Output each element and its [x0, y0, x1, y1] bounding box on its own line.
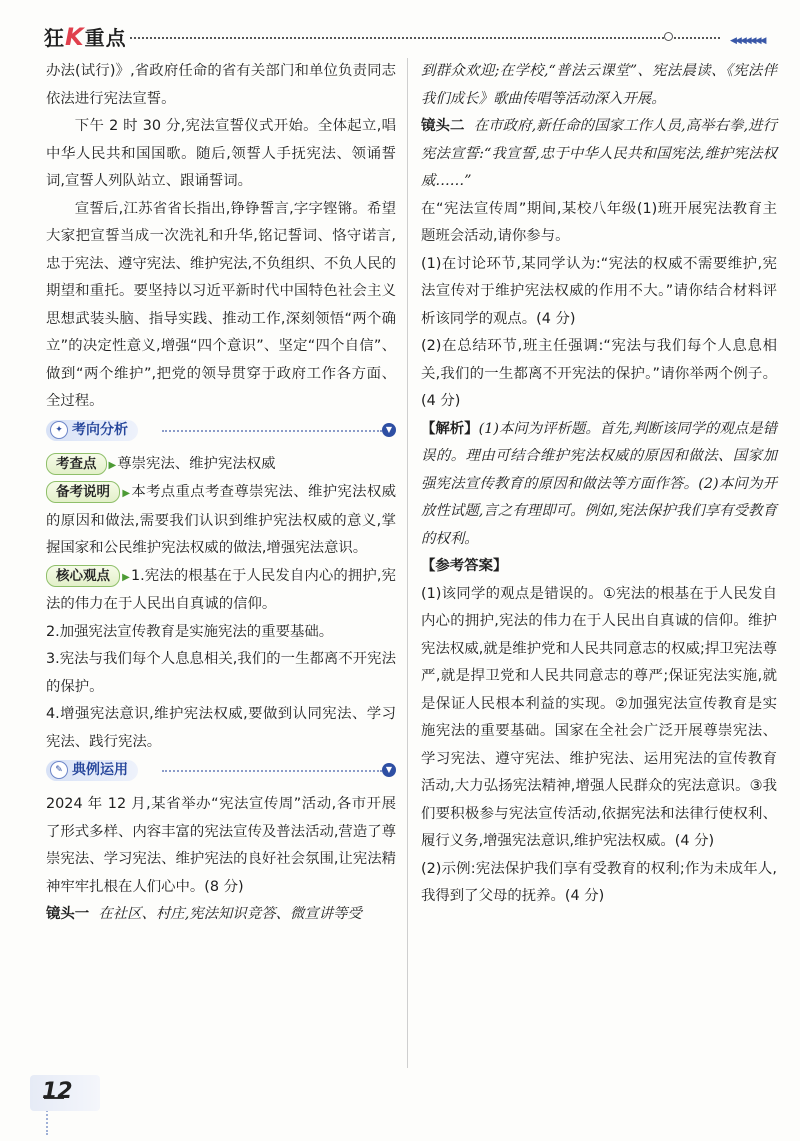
page-number-badge: [30, 1075, 100, 1111]
header-circle-icon: [664, 32, 673, 41]
core-view-3: 3.宪法与我们每个人息息相关,我们的一生都离不开宪法的保护。: [46, 651, 396, 695]
reference-answer-label: 【参考答案】: [421, 558, 508, 574]
section-title-analysis: 考向分析: [72, 421, 128, 438]
logo-k: K: [65, 23, 85, 51]
right-column: [421, 58, 777, 911]
scene-two-text: 在市政府,新任命的国家工作人员,高举右拳,进行宪法宣誓:“我宣誓,忠于中华人民共和国宪法,维护宪法权威……”: [421, 118, 777, 189]
left-paragraph-3: 宣誓后,江苏省省长指出,铮铮誓言,字字铿锵。希望大家把宣誓当成一次洗礼和升华,铭记誓词、恪守诺言,忠于宪法、遵守宪法、维护宪法,不负组织、不负人民的期望和重托。要坚持以习近平新时代中国特色社会主义思想武装头脑、指导实践、推动工作,深刻领悟“两个确立”的决定性意义,增强“四个意识”、坚定“四个自信”、做到“两个维护”,把党的领导贯穿于政府工作各方面、全过程。: [46, 200, 396, 409]
section-dotted-line: [162, 430, 382, 432]
section-header-analysis: [46, 418, 396, 444]
header-arrows-icon: ◀◀◀◀◀◀◀: [730, 36, 765, 46]
analysis-text: (1)本问为评析题。首先,判断该同学的观点是错误的。理由可结合维护宪法权威的原因和做法、国家加强宪法宣传教育的原因和做法等方面作答。(2)本问为开放性试题,言之有理即可。例如,宪法保护我们享有受教育的权利。: [421, 420, 777, 547]
scene-one-label: 镜头一: [46, 906, 90, 922]
answer-2: (2)示例:宪法保护我们享有受教育的权利;作为未成年人,我得到了父母的抚养。(4 分): [421, 860, 777, 904]
triangle-icon: ▶: [122, 571, 130, 583]
section-header-example: [46, 758, 396, 784]
core-view-2: 2.加强宪法宣传教育是实施宪法的重要基础。: [46, 623, 334, 640]
chevron-down-icon: ▼: [382, 423, 396, 437]
prep-note-text: 本考点重点考查尊崇宪法、维护宪法权威的原因和做法,需要我们认识到维护宪法权威的意义,掌握国家和公民维护宪法权威的做法,增强宪法意识。: [46, 484, 396, 556]
scene-one-continued: 到群众欢迎;在学校,“普法云课堂”、宪法晨读、《宪法伴我们成长》歌曲传唱等活动深入开展。: [421, 63, 777, 107]
exam-point: [46, 451, 396, 480]
scene-two: [421, 113, 777, 196]
logo-prefix: 狂: [44, 26, 65, 50]
triangle-icon: ▶: [122, 488, 131, 499]
brand-logo: [44, 22, 127, 51]
logo-suffix: 重点: [84, 26, 127, 50]
question-intro: 在“宪法宣传周”期间,某校八年级(1)班开展宪法教育主题班会活动,请你参与。: [421, 200, 777, 244]
left-column: [46, 58, 396, 929]
core-view-1: 1.宪法的根基在于人民发自内心的拥护,宪法的伟力在于人民出自真诚的信仰。: [46, 567, 396, 612]
section-title-example: 典例运用: [72, 762, 128, 778]
tag-exam-point: 考查点: [46, 453, 107, 475]
header-dotted-rule: [130, 37, 720, 39]
analysis-label: 【解析】: [421, 420, 479, 437]
core-view-4: 4.增强宪法意识,维护宪法权威,要做到认同宪法、学习宪法、践行宪法。: [46, 706, 396, 750]
left-paragraph-2: 下午 2 时 30 分,宪法宣誓仪式开始。全体起立,唱中华人民共和国国歌。随后,领誓人手抚宪法、领诵誓词,宣誓人列队站立、跟诵誓词。: [46, 118, 396, 189]
compass-icon: ✦: [50, 421, 68, 439]
question-2: (2)在总结环节,班主任强调:“宪法与我们每个人息息相关,我们的一生都离不开宪法的保护。”请你举两个例子。(4 分): [421, 338, 777, 409]
section-pill-analysis: [46, 420, 138, 441]
chevron-down-icon: ▼: [382, 763, 396, 777]
scene-one-text: 在社区、村庄,宪法知识竞答、微宣讲等受: [98, 906, 362, 922]
example-icon: ✎: [50, 761, 68, 779]
triangle-icon: ▶: [108, 459, 117, 471]
tag-core-view: 核心观点: [46, 565, 120, 587]
scene-two-label: 镜头二: [421, 118, 465, 134]
page-number: 12: [42, 1079, 73, 1104]
answer-1: (1)该同学的观点是错误的。①宪法的根基在于人民发自内心的拥护,宪法的伟力在于人民出自真诚的信仰。维护宪法权威,就是维护党和人民共同意志的权威;捍卫宪法尊严,就是捍卫党和人民共同意志的尊严;保证宪法实施,就是保证人民根本利益的实现。②加强宪法宣传教育是实施宪法的重要基础。国家在全社会广泛开展尊崇宪法、学习宪法、遵守宪法、维护宪法、运用宪法的宣传教育活动,大力弘扬宪法精神,增强人民群众的宪法意识。③我们要积极参与宪法宣传活动,依据宪法和法律行使权利、履行义务,增强宪法意识,维护宪法权威。(4 分): [421, 585, 777, 849]
prep-note: [46, 479, 396, 563]
left-paragraph-1: 办法(试行)》,省政府任命的省有关部门和单位负责同志依法进行宪法宣誓。: [46, 63, 396, 107]
section-dotted-line: [162, 770, 382, 772]
exam-point-text: 尊崇宪法、维护宪法权威: [117, 455, 276, 472]
page-header: [0, 0, 800, 50]
scene-one: [46, 901, 396, 929]
column-divider: [407, 58, 408, 1068]
question-1: (1)在讨论环节,某同学认为:“宪法的权威不需要维护,宪法宣传对于维护宪法权威的作用不大。”请你结合材料评析该同学的观点。(4 分): [421, 255, 777, 327]
tag-prep-note: 备考说明: [46, 481, 120, 503]
example-material: 2024 年 12 月,某省举办“宪法宣传周”活动,各市开展了形式多样、内容丰富的宪法宣传及普法活动,营造了尊崇宪法、学习宪法、维护宪法的良好社会氛围,让宪法精神牢牢扎根在人们心中。(8 分): [46, 796, 396, 895]
analysis: [421, 416, 777, 554]
section-pill-example: [46, 760, 138, 781]
core-view: [46, 563, 396, 619]
